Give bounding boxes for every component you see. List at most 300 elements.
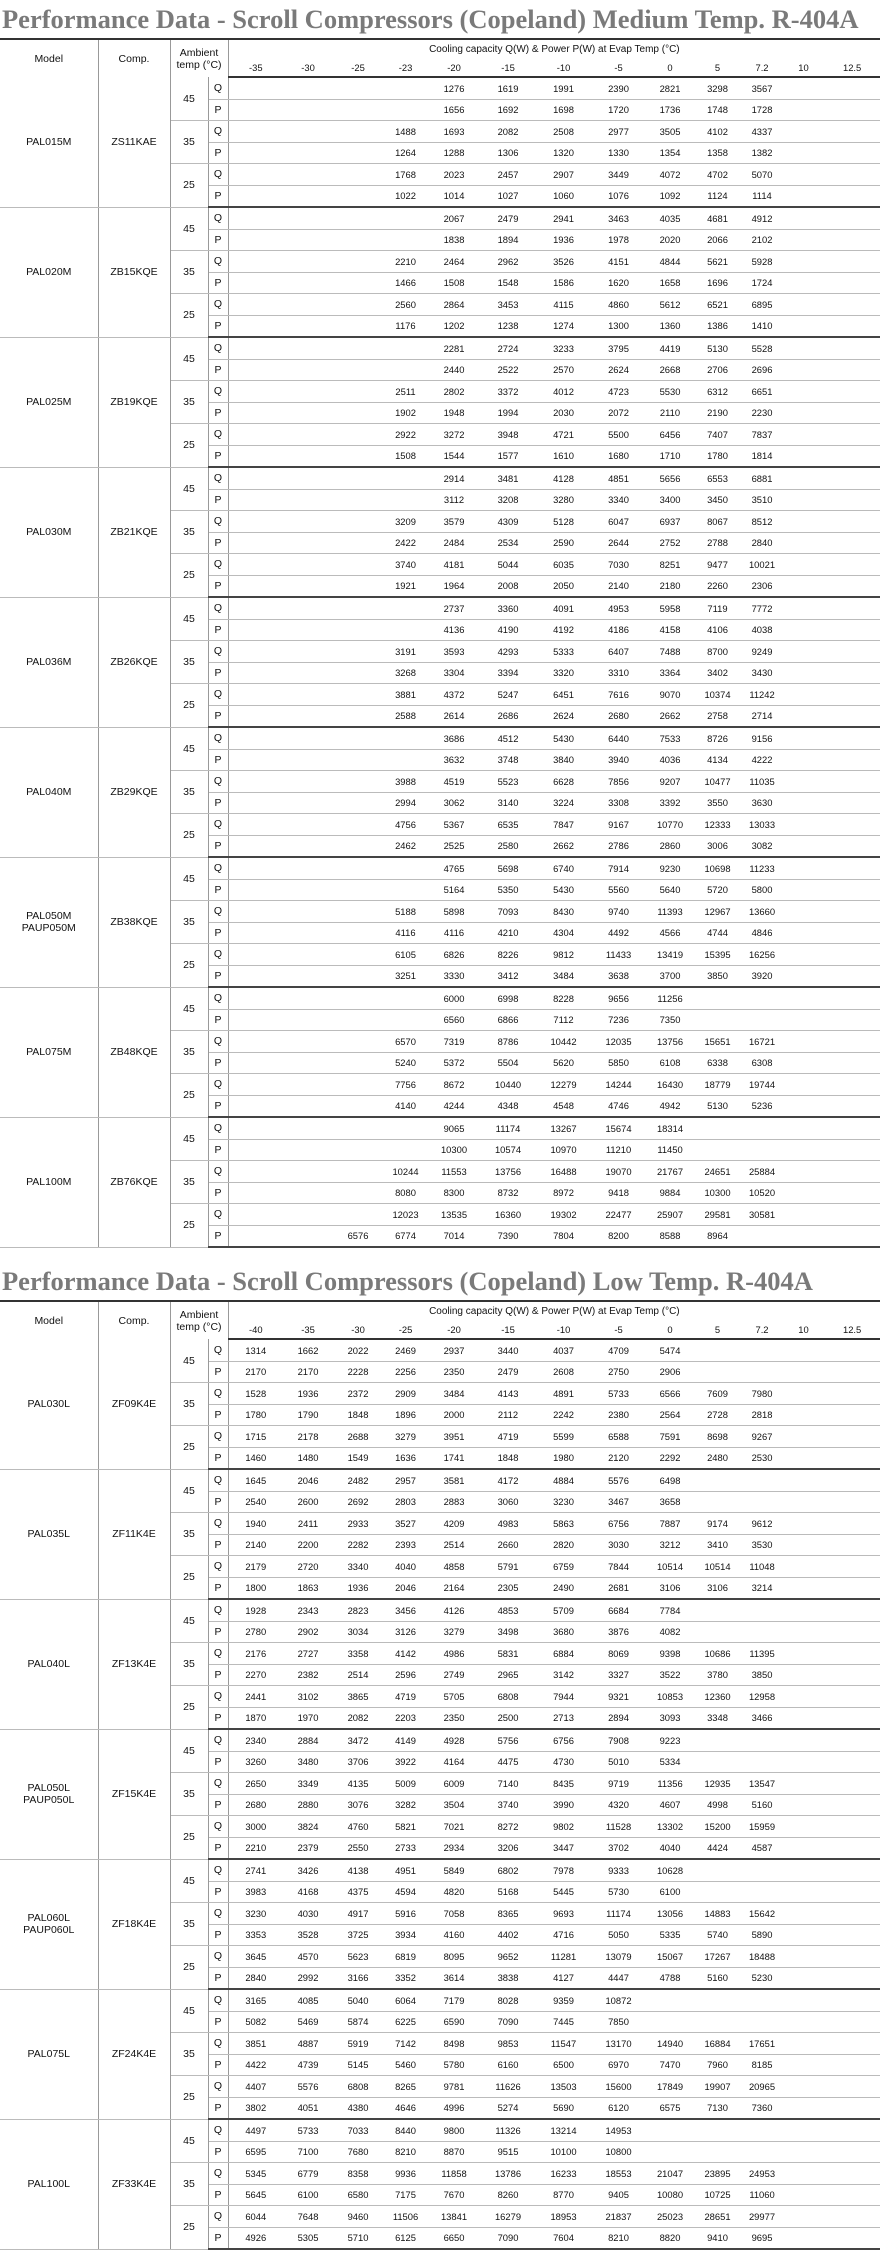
value-cell — [824, 1426, 880, 1448]
value-cell: 4140 — [383, 1095, 428, 1117]
value-cell: 6553 — [694, 467, 741, 489]
value-cell: 2200 — [283, 1534, 333, 1556]
value-cell: 19070 — [591, 1161, 646, 1183]
value-cell — [228, 229, 283, 251]
value-cell: 9693 — [536, 1903, 591, 1925]
value-cell: 7488 — [646, 641, 694, 663]
q-p-indicator: P — [208, 835, 228, 857]
value-cell: 1936 — [333, 1577, 383, 1599]
value-cell — [646, 2141, 694, 2163]
value-cell: 3034 — [333, 1621, 383, 1643]
value-cell: 4244 — [428, 1095, 480, 1117]
value-cell — [228, 294, 283, 316]
value-cell: 2480 — [694, 1447, 741, 1469]
ambient-temp: 35 — [170, 1513, 208, 1556]
value-cell — [283, 597, 333, 619]
value-cell: 4566 — [646, 922, 694, 944]
evap-temp-header: -25 — [383, 1320, 428, 1339]
q-p-indicator: P — [208, 229, 228, 251]
value-cell: 4986 — [428, 1643, 480, 1665]
value-cell: 11281 — [536, 1946, 591, 1968]
value-cell: 1202 — [428, 315, 480, 337]
value-cell: 3579 — [428, 511, 480, 533]
ambient-temp: 25 — [170, 1204, 208, 1248]
value-cell: 3030 — [591, 1534, 646, 1556]
model-name: PAL050M PAUP050M — [0, 857, 98, 987]
value-cell: 3498 — [480, 1621, 536, 1643]
value-cell: 7604 — [536, 2227, 591, 2249]
value-cell: 8069 — [591, 1643, 646, 1665]
value-cell: 1814 — [741, 445, 783, 467]
value-cell: 3268 — [383, 662, 428, 684]
compressor-name: ZB48KQE — [98, 987, 170, 1117]
value-cell: 10725 — [694, 2184, 741, 2206]
value-cell: 5130 — [694, 1095, 741, 1117]
value-cell: 5044 — [480, 554, 536, 576]
value-cell — [783, 207, 824, 229]
value-cell: 2688 — [333, 1426, 383, 1448]
compressor-name: ZB26KQE — [98, 597, 170, 727]
value-cell: 11450 — [646, 1139, 694, 1161]
value-cell: 7445 — [536, 2011, 591, 2033]
value-cell: 3340 — [333, 1556, 383, 1578]
value-cell: 1894 — [480, 229, 536, 251]
value-cell: 6808 — [333, 2076, 383, 2098]
value-cell — [383, 207, 428, 229]
value-cell — [783, 1117, 824, 1139]
value-cell: 1658 — [646, 272, 694, 294]
value-cell: 11553 — [428, 1161, 480, 1183]
value-cell: 1991 — [536, 77, 591, 99]
value-cell: 1320 — [536, 142, 591, 164]
value-cell: 1692 — [480, 99, 536, 121]
value-cell — [824, 445, 880, 467]
value-cell: 1480 — [283, 1447, 333, 1469]
value-cell: 5898 — [428, 901, 480, 923]
value-cell: 1176 — [383, 315, 428, 337]
value-cell: 5372 — [428, 1052, 480, 1074]
value-cell: 3308 — [591, 792, 646, 814]
value-cell — [824, 1967, 880, 1989]
value-cell: 6456 — [646, 424, 694, 446]
value-cell — [783, 1361, 824, 1383]
value-cell: 4160 — [428, 1924, 480, 1946]
value-cell — [824, 1339, 880, 1361]
value-cell: 1768 — [383, 164, 428, 186]
value-cell — [824, 1225, 880, 1247]
value-cell — [228, 1095, 283, 1117]
value-cell: 3430 — [741, 662, 783, 684]
value-cell — [283, 1139, 333, 1161]
value-cell: 8300 — [428, 1182, 480, 1204]
ambient-temp: 35 — [170, 1773, 208, 1816]
ambient-temp: 45 — [170, 857, 208, 901]
value-cell — [824, 1491, 880, 1513]
value-cell: 3463 — [591, 207, 646, 229]
ambient-temp: 25 — [170, 164, 208, 208]
value-cell: 5740 — [694, 1924, 741, 1946]
value-cell: 3280 — [536, 489, 591, 511]
value-cell — [228, 662, 283, 684]
value-cell — [283, 554, 333, 576]
value-cell: 4570 — [283, 1946, 333, 1968]
value-cell: 10080 — [646, 2184, 694, 2206]
value-cell: 2256 — [383, 1361, 428, 1383]
value-cell: 23895 — [694, 2163, 741, 2185]
value-cell — [783, 1924, 824, 1946]
q-p-indicator: Q — [208, 467, 228, 489]
value-cell: 3526 — [536, 251, 591, 273]
value-cell: 2883 — [428, 1491, 480, 1513]
value-cell: 6881 — [741, 467, 783, 489]
value-cell: 7140 — [480, 1773, 536, 1795]
value-cell: 7609 — [694, 1383, 741, 1405]
value-cell: 2000 — [428, 1404, 480, 1426]
value-cell — [333, 1204, 383, 1226]
value-cell: 7980 — [741, 1383, 783, 1405]
value-cell: 9884 — [646, 1182, 694, 1204]
value-cell: 2840 — [741, 532, 783, 554]
value-cell: 2292 — [646, 1447, 694, 1469]
value-cell — [228, 944, 283, 966]
value-cell: 3372 — [480, 381, 536, 403]
value-cell: 9223 — [646, 1729, 694, 1751]
value-cell: 2082 — [480, 121, 536, 143]
value-cell — [783, 1074, 824, 1096]
value-cell: 4143 — [480, 1383, 536, 1405]
value-cell: 2600 — [283, 1491, 333, 1513]
q-p-indicator: Q — [208, 1074, 228, 1096]
value-cell: 9207 — [646, 771, 694, 793]
value-cell: 2840 — [228, 1967, 283, 1989]
value-cell — [783, 597, 824, 619]
q-p-indicator: Q — [208, 294, 228, 316]
q-p-indicator: P — [208, 2011, 228, 2033]
value-cell: 20965 — [741, 2076, 783, 2098]
value-cell: 2540 — [228, 1491, 283, 1513]
value-cell: 3102 — [283, 1686, 333, 1708]
value-cell: 7648 — [283, 2206, 333, 2228]
value-cell: 6440 — [591, 727, 646, 749]
value-cell: 3166 — [333, 1967, 383, 1989]
value-cell: 6560 — [428, 1009, 480, 1031]
value-cell: 2752 — [646, 532, 694, 554]
value-cell — [333, 445, 383, 467]
ambient-temp: 35 — [170, 2033, 208, 2076]
value-cell: 14883 — [694, 1903, 741, 1925]
value-cell: 10021 — [741, 554, 783, 576]
value-cell: 4210 — [480, 922, 536, 944]
value-cell: 5160 — [741, 1794, 783, 1816]
value-cell — [694, 1859, 741, 1881]
value-cell — [783, 164, 824, 186]
value-cell: 4164 — [428, 1751, 480, 1773]
value-cell: 3940 — [591, 749, 646, 771]
value-cell: 4136 — [428, 619, 480, 641]
value-cell — [694, 1729, 741, 1751]
ambient-temp: 45 — [170, 207, 208, 251]
value-cell — [283, 207, 333, 229]
value-cell: 2393 — [383, 1534, 428, 1556]
value-cell: 2668 — [646, 359, 694, 381]
value-cell: 3851 — [228, 2033, 283, 2055]
value-cell — [228, 749, 283, 771]
value-cell: 3360 — [480, 597, 536, 619]
value-cell: 16360 — [480, 1204, 536, 1226]
value-cell: 2614 — [428, 705, 480, 727]
evap-temp-header: 12.5 — [824, 58, 880, 77]
value-cell: 2681 — [591, 1577, 646, 1599]
value-cell: 6866 — [480, 1009, 536, 1031]
value-cell — [824, 727, 880, 749]
value-cell — [228, 99, 283, 121]
model-name: PAL035L — [0, 1469, 98, 1599]
value-cell: 7837 — [741, 424, 783, 446]
value-cell: 5733 — [283, 2119, 333, 2141]
value-cell — [783, 1577, 824, 1599]
value-cell: 13033 — [741, 814, 783, 836]
q-p-indicator: Q — [208, 901, 228, 923]
value-cell — [646, 2011, 694, 2033]
value-cell — [824, 2119, 880, 2141]
value-cell: 10698 — [694, 857, 741, 879]
value-cell: 5188 — [383, 901, 428, 923]
value-cell — [824, 619, 880, 641]
value-cell: 10574 — [480, 1139, 536, 1161]
value-cell — [333, 705, 383, 727]
value-cell: 7914 — [591, 857, 646, 879]
value-cell: 6774 — [383, 1225, 428, 1247]
value-cell — [824, 1556, 880, 1578]
value-cell: 2422 — [383, 532, 428, 554]
value-cell — [333, 532, 383, 554]
value-cell: 2934 — [428, 1837, 480, 1859]
value-cell: 1964 — [428, 575, 480, 597]
value-cell: 4788 — [646, 1967, 694, 1989]
value-cell: 3876 — [591, 1621, 646, 1643]
q-p-indicator: Q — [208, 207, 228, 229]
value-cell — [824, 901, 880, 923]
value-cell: 4998 — [694, 1794, 741, 1816]
value-cell — [824, 1513, 880, 1535]
value-cell — [283, 727, 333, 749]
value-cell — [383, 619, 428, 641]
ambient-temp: 45 — [170, 1599, 208, 1643]
evap-temp-header: -30 — [333, 1320, 383, 1339]
value-cell: 1488 — [383, 121, 428, 143]
value-cell: 9156 — [741, 727, 783, 749]
value-cell: 4887 — [283, 2033, 333, 2055]
value-cell: 2728 — [694, 1404, 741, 1426]
value-cell: 2570 — [536, 359, 591, 381]
value-cell: 10872 — [591, 1989, 646, 2011]
value-cell — [228, 272, 283, 294]
value-cell: 3230 — [536, 1491, 591, 1513]
ambient-temp: 25 — [170, 554, 208, 598]
value-cell — [694, 2011, 741, 2033]
q-p-indicator: Q — [208, 1204, 228, 1226]
value-cell: 4209 — [428, 1513, 480, 1535]
compressor-name: ZB38KQE — [98, 857, 170, 987]
value-cell: 4138 — [333, 1859, 383, 1881]
value-cell: 1863 — [283, 1577, 333, 1599]
value-cell: 4723 — [591, 381, 646, 403]
q-p-indicator: P — [208, 1707, 228, 1729]
value-cell: 9656 — [591, 987, 646, 1009]
value-cell — [741, 1361, 783, 1383]
value-cell: 6740 — [536, 857, 591, 879]
value-cell — [783, 1837, 824, 1859]
value-cell: 2706 — [694, 359, 741, 381]
value-cell: 3400 — [646, 489, 694, 511]
q-p-indicator: P — [208, 1534, 228, 1556]
header-cooling-capacity: Cooling capacity Q(W) & Power P(W) at Evap Temp (°C) — [429, 1305, 680, 1317]
value-cell: 5240 — [383, 1052, 428, 1074]
value-cell: 2525 — [428, 835, 480, 857]
value-cell: 4853 — [480, 1599, 536, 1621]
value-cell: 4135 — [333, 1773, 383, 1795]
value-cell — [283, 814, 333, 836]
value-cell: 5890 — [741, 1924, 783, 1946]
value-cell — [824, 1643, 880, 1665]
value-cell — [694, 1599, 741, 1621]
q-p-indicator: P — [208, 965, 228, 987]
value-cell: 2350 — [428, 1707, 480, 1729]
value-cell — [228, 835, 283, 857]
value-cell — [824, 1859, 880, 1881]
value-cell: 5504 — [480, 1052, 536, 1074]
header-comp: Comp. — [98, 39, 170, 77]
value-cell: 9802 — [536, 1816, 591, 1838]
value-cell: 2140 — [591, 575, 646, 597]
q-p-indicator: Q — [208, 2076, 228, 2098]
value-cell — [383, 77, 428, 99]
value-cell — [824, 879, 880, 901]
value-cell: 5916 — [383, 1903, 428, 1925]
value-cell — [333, 1095, 383, 1117]
value-cell: 4858 — [428, 1556, 480, 1578]
value-cell: 4739 — [283, 2054, 333, 2076]
evap-temp-header: 7.2 — [741, 1320, 783, 1339]
value-cell: 4721 — [536, 424, 591, 446]
value-cell: 9249 — [741, 641, 783, 663]
value-cell — [228, 814, 283, 836]
q-p-indicator: Q — [208, 1161, 228, 1183]
value-cell: 3410 — [694, 1534, 741, 1556]
value-cell: 2977 — [591, 121, 646, 143]
value-cell — [333, 965, 383, 987]
value-cell: 1710 — [646, 445, 694, 467]
value-cell: 2270 — [228, 1664, 283, 1686]
value-cell: 2050 — [536, 575, 591, 597]
value-cell: 5274 — [480, 2097, 536, 2119]
value-cell: 4744 — [694, 922, 741, 944]
value-cell — [283, 1161, 333, 1183]
value-cell: 3449 — [591, 164, 646, 186]
value-cell: 2560 — [383, 294, 428, 316]
value-cell — [283, 662, 333, 684]
value-cell — [741, 1339, 783, 1361]
value-cell: 6580 — [333, 2184, 383, 2206]
value-cell — [783, 814, 824, 836]
table-row — [0, 597, 880, 619]
value-cell — [824, 575, 880, 597]
evap-temp-header: -35 — [228, 58, 283, 77]
value-cell — [283, 965, 333, 987]
value-cell: 9398 — [646, 1643, 694, 1665]
value-cell — [333, 402, 383, 424]
value-cell: 8228 — [536, 987, 591, 1009]
value-cell: 3951 — [428, 1426, 480, 1448]
value-cell: 2110 — [646, 402, 694, 424]
value-cell — [824, 402, 880, 424]
value-cell: 3348 — [694, 1707, 741, 1729]
value-cell — [824, 1707, 880, 1729]
value-cell — [824, 2184, 880, 2206]
value-cell: 1577 — [480, 445, 536, 467]
ambient-temp: 35 — [170, 121, 208, 164]
value-cell — [283, 359, 333, 381]
value-cell: 3327 — [591, 1664, 646, 1686]
ambient-temp: 45 — [170, 1859, 208, 1903]
value-cell: 2210 — [383, 251, 428, 273]
value-cell: 9695 — [741, 2227, 783, 2249]
value-cell: 6595 — [228, 2141, 283, 2163]
value-cell: 3352 — [383, 1967, 428, 1989]
ambient-temp: 35 — [170, 1161, 208, 1204]
value-cell: 5800 — [741, 879, 783, 901]
value-cell: 6998 — [480, 987, 536, 1009]
value-cell — [824, 922, 880, 944]
value-cell — [824, 2163, 880, 2185]
value-cell: 2550 — [333, 1837, 383, 1859]
value-cell — [228, 1182, 283, 1204]
value-cell: 5791 — [480, 1556, 536, 1578]
value-cell — [783, 641, 824, 663]
value-cell — [333, 424, 383, 446]
value-cell — [783, 359, 824, 381]
value-cell — [333, 511, 383, 533]
value-cell — [333, 207, 383, 229]
value-cell: 3106 — [694, 1577, 741, 1599]
value-cell — [783, 901, 824, 923]
q-p-indicator: P — [208, 185, 228, 207]
table-row — [0, 1117, 880, 1139]
ambient-temp: 45 — [170, 597, 208, 641]
value-cell: 2082 — [333, 1707, 383, 1729]
value-cell: 13535 — [428, 1204, 480, 1226]
value-cell: 4719 — [480, 1426, 536, 1448]
value-cell: 4548 — [536, 1095, 591, 1117]
q-p-indicator: Q — [208, 381, 228, 403]
q-p-indicator: Q — [208, 1426, 228, 1448]
value-cell: 1508 — [428, 272, 480, 294]
value-cell — [383, 727, 428, 749]
value-cell — [383, 1009, 428, 1031]
value-cell — [333, 1031, 383, 1053]
value-cell — [228, 1052, 283, 1074]
ambient-temp: 25 — [170, 1426, 208, 1470]
compressor-name: ZB21KQE — [98, 467, 170, 597]
value-cell: 2933 — [333, 1513, 383, 1535]
value-cell: 4884 — [536, 1469, 591, 1491]
value-cell: 4765 — [428, 857, 480, 879]
value-cell: 4607 — [646, 1794, 694, 1816]
q-p-indicator: Q — [208, 251, 228, 273]
value-cell — [783, 2033, 824, 2055]
value-cell — [741, 2011, 783, 2033]
value-cell: 5645 — [228, 2184, 283, 2206]
